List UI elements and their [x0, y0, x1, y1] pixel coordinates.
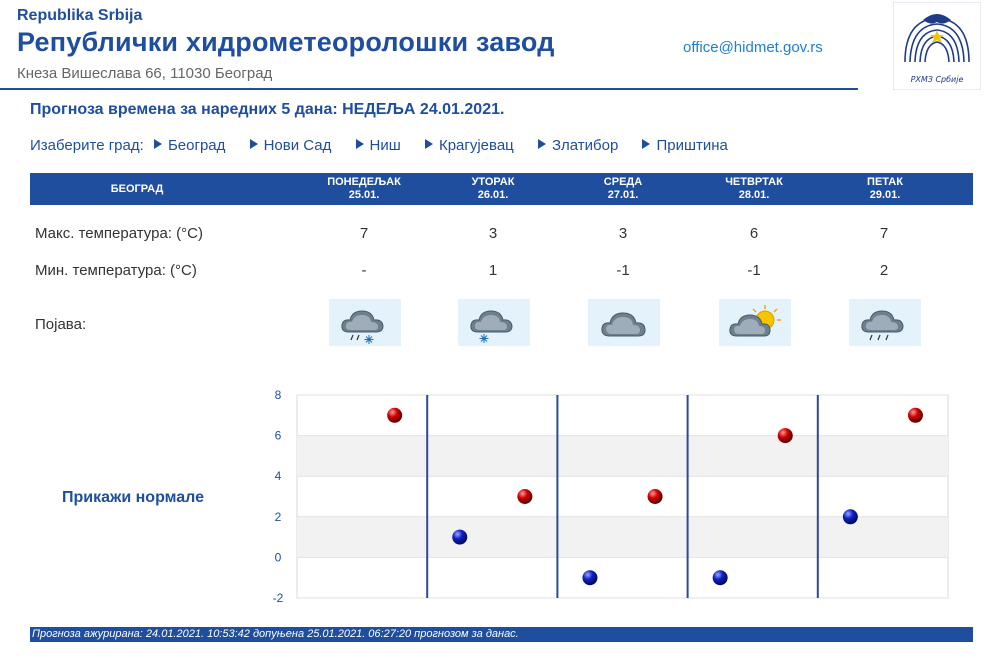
- triangle-right-icon: [538, 139, 546, 149]
- y-tick-label: 6: [274, 428, 282, 443]
- city-selector-label: Изаберите град:: [30, 137, 144, 154]
- max-temp-point: [908, 408, 923, 423]
- y-tick-label: 2: [274, 509, 282, 524]
- city-link-zlatibor[interactable]: Златибор: [538, 137, 618, 154]
- chart-grid: [297, 395, 948, 598]
- temperature-chart: [270, 385, 960, 605]
- rhmz-logo-icon[interactable]: [893, 2, 981, 90]
- chart-y-axis: [273, 388, 284, 605]
- header-divider: [0, 88, 858, 90]
- partly-sunny-icon: [719, 299, 791, 346]
- triangle-right-icon: [154, 139, 162, 149]
- max-temp-cell: 7: [359, 225, 369, 242]
- institution-address: Кнеза Вишеслава 66, 11030 Београд: [17, 65, 273, 82]
- min-temp-point: [582, 570, 597, 585]
- day-header: ПОНЕДЕЉАК 25.01.: [327, 176, 401, 201]
- city-selector: [30, 137, 748, 154]
- forecast-title: Прогноза времена за наредних 5 дана: НЕДЕЉА 24.01.2021.: [30, 101, 505, 118]
- min-temp-point: [452, 530, 467, 545]
- max-temp-point: [387, 408, 402, 423]
- republic-label: Republika Srbija: [17, 7, 143, 24]
- city-link-pristina[interactable]: Приштина: [642, 137, 727, 154]
- triangle-right-icon: [425, 139, 433, 149]
- max-temp-point: [778, 428, 793, 443]
- max-temp-point: [517, 489, 532, 504]
- max-temp-cell: 6: [749, 225, 759, 242]
- table-city-name: БЕОГРАД: [110, 183, 164, 195]
- rain-snow-icon: [329, 299, 401, 346]
- plot-area: [297, 395, 948, 598]
- day-header: ПЕТАК 29.01.: [867, 176, 903, 201]
- y-tick-label: 4: [274, 469, 282, 484]
- min-temp-cell: 2: [879, 262, 889, 279]
- city-link-nis[interactable]: Ниш: [356, 137, 401, 154]
- max-temp-label: Макс. температура: (°C): [35, 225, 203, 242]
- rain-icon: [849, 299, 921, 346]
- min-temp-cell: -: [361, 262, 367, 279]
- day-header: ЧЕТВРТАК 28.01.: [725, 176, 783, 201]
- snow-icon: [458, 299, 530, 346]
- city-link-novi-sad[interactable]: Нови Сад: [250, 137, 332, 154]
- min-temp-label: Мин. температура: (°C): [35, 262, 197, 279]
- min-temp-cell: -1: [616, 262, 630, 279]
- forecast-table-header: [30, 173, 973, 205]
- triangle-right-icon: [356, 139, 364, 149]
- max-temp-cell: 3: [618, 225, 628, 242]
- min-temp-point: [843, 509, 858, 524]
- triangle-right-icon: [250, 139, 258, 149]
- min-temp-point: [713, 570, 728, 585]
- phenomenon-label: Појава:: [35, 316, 87, 333]
- max-temp-cell: 3: [488, 225, 498, 242]
- grid-band: [297, 436, 948, 477]
- triangle-right-icon: [642, 139, 650, 149]
- cloud-icon: [588, 299, 660, 346]
- update-footer: [30, 627, 973, 642]
- city-link-kragujevac[interactable]: Крагујевац: [425, 137, 514, 154]
- y-tick-label: 0: [274, 550, 282, 565]
- max-temp-point: [648, 489, 663, 504]
- y-tick-label: 8: [274, 388, 282, 402]
- min-temp-cell: -1: [747, 262, 761, 279]
- show-normals-link[interactable]: Прикажи нормале: [62, 489, 205, 506]
- day-header: УТОРАК 26.01.: [471, 176, 515, 201]
- max-temp-cell: 7: [879, 225, 889, 242]
- y-tick-label: -2: [272, 591, 284, 605]
- email-link[interactable]: office@hidmet.gov.rs: [683, 39, 823, 56]
- min-temp-cell: 1: [488, 262, 498, 279]
- city-link-belgrade[interactable]: Београд: [154, 137, 225, 154]
- institution-title[interactable]: Републички хидрометеоролошки завод: [17, 27, 555, 57]
- update-footer-text: Прогноза ажурирана: 24.01.2021. 10:53:42 допуњена 25.01.2021. 06:27:20 прогнозом за данас.: [32, 628, 519, 640]
- day-header: СРЕДА 27.01.: [603, 176, 643, 201]
- logo-text: РХМЗ Србије: [910, 75, 964, 84]
